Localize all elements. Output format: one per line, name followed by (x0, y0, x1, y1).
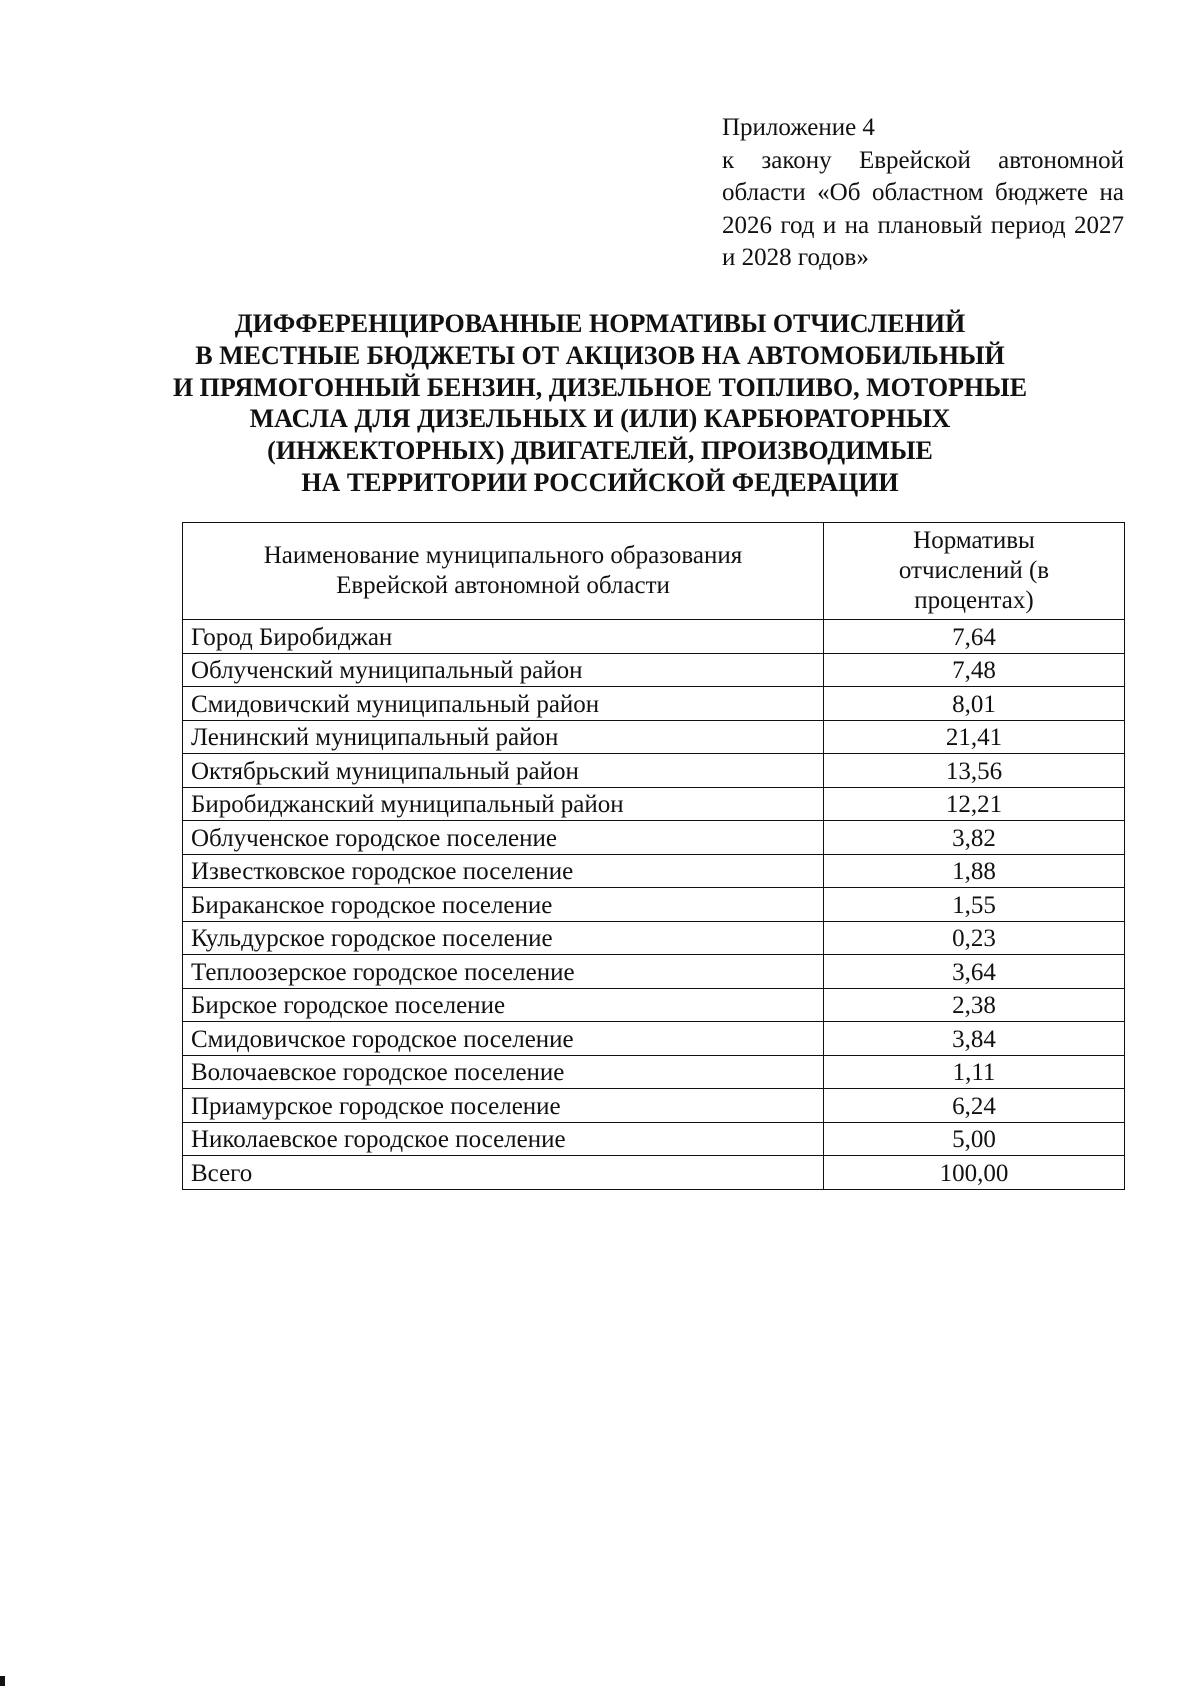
table-row (183, 854, 1125, 888)
table-row (183, 620, 1125, 654)
row-value: 1,55 (824, 888, 1125, 922)
row-name: Бираканское городское поселение (183, 888, 824, 922)
row-name: Облученский муниципальный район (183, 653, 824, 687)
row-value: 7,48 (824, 653, 1125, 687)
row-name: Биробиджанский муниципальный район (183, 787, 824, 821)
table-row (183, 653, 1125, 687)
table-row (183, 720, 1125, 754)
row-name: Бирское городское поселение (183, 988, 824, 1022)
row-name: Октябрьский муниципальный район (183, 754, 824, 788)
row-value: 3,84 (824, 1022, 1125, 1056)
header-value-line: процентах) (914, 587, 1034, 614)
norms-table (182, 522, 1125, 1190)
row-name: Облученское городское поселение (183, 821, 824, 855)
row-value: 2,38 (824, 988, 1125, 1022)
document-title (160, 308, 1040, 499)
row-name: Известковское городское поселение (183, 854, 824, 888)
table-row (183, 787, 1125, 821)
table-row (183, 888, 1125, 922)
title-line: В МЕСТНЫЕ БЮДЖЕТЫ ОТ АКЦИЗОВ НА АВТОМОБИЛЬНЫЙ (195, 340, 1005, 370)
attachment-note (722, 112, 1124, 275)
row-value: 1,88 (824, 854, 1125, 888)
table-row (183, 988, 1125, 1022)
title-line: И ПРЯМОГОННЫЙ БЕНЗИН, ДИЗЕЛЬНОЕ ТОПЛИВО, МОТОРНЫЕ (172, 372, 1028, 402)
table-row (183, 1022, 1125, 1056)
row-value: 12,21 (824, 787, 1125, 821)
row-name: Смидовичский муниципальный район (183, 687, 824, 721)
row-name: Волочаевское городское поселение (183, 1055, 824, 1089)
header-value (824, 523, 1125, 620)
row-value: 3,82 (824, 821, 1125, 855)
row-value: 6,24 (824, 1089, 1125, 1123)
table-row (183, 921, 1125, 955)
title-line: НА ТЕРРИТОРИИ РОССИЙСКОЙ ФЕДЕРАЦИИ (301, 467, 899, 497)
row-name: Ленинский муниципальный район (183, 720, 824, 754)
row-value: 8,01 (824, 687, 1125, 721)
attachment-number: Приложение 4 (722, 114, 875, 141)
title-line: ДИФФЕРЕНЦИРОВАННЫЕ НОРМАТИВЫ ОТЧИСЛЕНИЙ (234, 309, 966, 338)
attachment-text: к закону Еврейской автономной области «Об областном бюджете на 2026 год и на плановый период 2027 и 2028 годов» (722, 146, 1124, 271)
header-value-line: Нормативы (913, 527, 1035, 554)
title-line: (ИНЖЕКТОРНЫХ) ДВИГАТЕЛЕЙ, ПРОИЗВОДИМЫЕ (267, 436, 933, 466)
row-name: Приамурское городское поселение (183, 1089, 824, 1123)
title-line: МАСЛА ДЛЯ ДИЗЕЛЬНЫХ И (ИЛИ) КАРБЮРАТОРНЫХ (249, 404, 951, 434)
row-value: 1,11 (824, 1055, 1125, 1089)
table-row (183, 955, 1125, 989)
row-value: 0,23 (824, 921, 1125, 955)
scan-mark (0, 1676, 5, 1686)
row-value: 13,56 (824, 754, 1125, 788)
row-name: Город Биробиджан (183, 620, 824, 654)
header-name (183, 523, 824, 620)
table-row (183, 687, 1125, 721)
row-value: 5,00 (824, 1122, 1125, 1156)
header-value-line: отчислений (в (898, 557, 1050, 584)
row-name: Теплоозерское городское поселение (183, 955, 824, 989)
row-name: Смидовичское городское поселение (183, 1022, 824, 1056)
table-row (183, 821, 1125, 855)
row-value: 21,41 (824, 720, 1125, 754)
table-row (183, 1055, 1125, 1089)
row-name: Всего (183, 1156, 824, 1190)
header-name-line: Еврейской автономной области (336, 572, 670, 599)
row-name: Николаевское городское поселение (183, 1122, 824, 1156)
header-name-line: Наименование муниципального образования (263, 542, 743, 569)
row-value: 3,64 (824, 955, 1125, 989)
table-body (183, 620, 1125, 1190)
table-row (183, 754, 1125, 788)
table-row (183, 1122, 1125, 1156)
row-value: 100,00 (824, 1156, 1125, 1190)
table-row (183, 1156, 1125, 1190)
row-name: Кульдурское городское поселение (183, 921, 824, 955)
table-row (183, 1089, 1125, 1123)
table-header-row (183, 523, 1125, 620)
row-value: 7,64 (824, 620, 1125, 654)
